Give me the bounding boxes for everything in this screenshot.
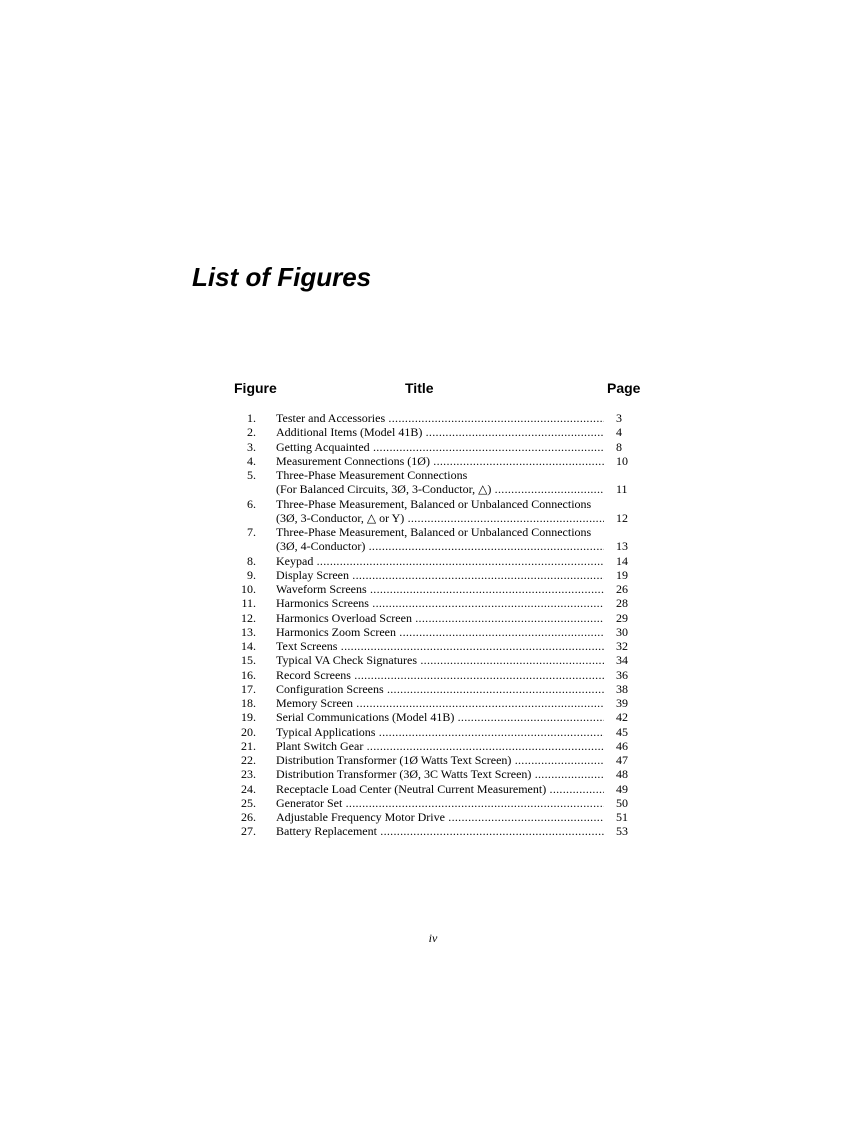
figure-title: Three-Phase Measurement Connections <box>276 468 468 482</box>
figure-title: (3Ø, 4-Conductor) ..... <box>276 539 604 553</box>
list-item <box>236 554 636 568</box>
figure-number: 17. <box>241 681 256 696</box>
figure-page: 28 <box>616 596 628 611</box>
figure-page: 38 <box>616 681 628 696</box>
figure-page: 29 <box>616 610 628 625</box>
figure-number: 15. <box>241 653 256 668</box>
figure-number: 23. <box>241 767 256 782</box>
list-item <box>236 497 636 511</box>
list-item <box>236 824 636 838</box>
figure-number: 25. <box>241 795 256 810</box>
figure-title: Serial Communications (Model 41B) ..... <box>276 710 604 724</box>
figure-title: Memory Screen ..... <box>276 696 604 710</box>
figure-number: 8. <box>247 553 256 568</box>
figure-title: Additional Items (Model 41B) ..... <box>276 425 604 439</box>
list-item <box>236 710 636 724</box>
list-item <box>236 596 636 610</box>
figure-number: 4. <box>247 453 256 468</box>
list-item <box>236 696 636 710</box>
list-item <box>236 482 636 496</box>
figure-title: Getting Acquainted ..... <box>276 440 604 454</box>
figure-title: Record Screens ..... <box>276 668 604 682</box>
list-item <box>236 440 636 454</box>
figure-title: Harmonics Screens ..... <box>276 596 604 610</box>
list-item <box>236 568 636 582</box>
figure-title: Receptacle Load Center (Neutral Current Measurement) ..... <box>276 782 604 796</box>
figure-number: 14. <box>241 639 256 653</box>
figure-page: 14 <box>616 553 628 568</box>
figure-number: 10. <box>241 582 256 596</box>
figure-number: 26. <box>241 810 256 824</box>
list-item <box>236 668 636 682</box>
figure-page: 34 <box>616 653 628 668</box>
figure-number: 16. <box>241 667 256 682</box>
figure-title: Three-Phase Measurement, Balanced or Unbalanced Connections <box>276 525 592 539</box>
figure-page: 32 <box>616 639 628 653</box>
list-item <box>236 739 636 753</box>
column-header-figure: Figure <box>234 380 277 396</box>
figure-number: 22. <box>241 753 256 767</box>
figure-number: 24. <box>241 781 256 796</box>
list-item <box>236 539 636 553</box>
figure-number: 2. <box>247 425 256 440</box>
list-item <box>236 611 636 625</box>
figure-page: 11 <box>616 482 628 497</box>
column-header-page: Page <box>607 380 641 396</box>
figure-title: Generator Set ..... <box>276 796 604 810</box>
figure-page: 4 <box>616 425 622 440</box>
figure-title: Three-Phase Measurement, Balanced or Unbalanced Connections <box>276 496 592 511</box>
list-item <box>236 810 636 824</box>
figure-title: Configuration Screens ..... <box>276 682 604 696</box>
figure-title: Distribution Transformer (1Ø Watts Text Screen) ..... <box>276 753 604 767</box>
figure-page: 53 <box>616 824 628 839</box>
figure-page: 51 <box>616 810 628 824</box>
figure-title: Measurement Connections (1Ø) ..... <box>276 454 604 468</box>
figure-title: Typical Applications ..... <box>276 725 604 739</box>
list-item <box>236 782 636 796</box>
figure-number: 12. <box>241 610 256 625</box>
figure-page: 19 <box>616 567 628 582</box>
figure-title: Harmonics Overload Screen ..... <box>276 611 604 625</box>
figure-title: Text Screens ..... <box>276 639 604 653</box>
list-item <box>236 653 636 667</box>
figure-page: 50 <box>616 795 628 810</box>
figure-page: 10 <box>616 453 628 468</box>
figure-page: 45 <box>616 724 628 739</box>
figure-list <box>236 411 636 839</box>
figure-number: 9. <box>247 567 256 582</box>
list-item <box>236 582 636 596</box>
figure-page: 39 <box>616 696 628 710</box>
figure-title: Plant Switch Gear ..... <box>276 739 604 753</box>
list-item <box>236 511 636 525</box>
figure-title: (For Balanced Circuits, 3Ø, 3-Conductor, △) ..... <box>276 482 604 496</box>
figure-title: Display Screen ..... <box>276 568 604 582</box>
figure-number: 1. <box>247 411 256 425</box>
figure-title: Waveform Screens ..... <box>276 582 604 596</box>
figure-page: 48 <box>616 767 628 782</box>
list-item <box>236 767 636 781</box>
figure-page: 47 <box>616 753 628 767</box>
figure-number: 13. <box>241 624 256 639</box>
figure-title: Typical VA Check Signatures ..... <box>276 653 604 667</box>
figure-page: 42 <box>616 710 628 725</box>
page-title: List of Figures <box>192 262 372 292</box>
column-header-title: Title <box>405 380 434 396</box>
figure-number: 19. <box>241 710 256 725</box>
list-item <box>236 796 636 810</box>
list-item <box>236 411 636 425</box>
figure-number: 20. <box>241 724 256 739</box>
figure-title: Distribution Transformer (3Ø, 3C Watts Text Screen) ..... <box>276 767 604 781</box>
list-item <box>236 753 636 767</box>
list-item <box>236 468 636 482</box>
figure-title: Tester and Accessories ..... <box>276 411 604 425</box>
list-item <box>236 454 636 468</box>
figure-number: 27. <box>241 824 256 839</box>
list-item <box>236 625 636 639</box>
figure-number: 18. <box>241 696 256 710</box>
list-item <box>236 639 636 653</box>
figure-title: Adjustable Frequency Motor Drive ..... <box>276 810 604 824</box>
list-item <box>236 682 636 696</box>
figure-page: 49 <box>616 781 628 796</box>
figure-number: 7. <box>247 525 256 539</box>
figure-title: Harmonics Zoom Screen ..... <box>276 625 604 639</box>
figure-number: 3. <box>247 439 256 454</box>
figure-page: 13 <box>616 539 628 554</box>
figure-title: Battery Replacement ..... <box>276 824 604 838</box>
figure-title: Keypad ..... <box>276 554 604 568</box>
figure-number: 6. <box>247 496 256 511</box>
figure-page: 36 <box>616 667 628 682</box>
figure-page: 3 <box>616 411 622 425</box>
list-item <box>236 725 636 739</box>
figure-title: (3Ø, 3-Conductor, △ or Y) ..... <box>276 511 604 525</box>
figure-number: 11. <box>241 596 256 611</box>
figure-page: 8 <box>616 439 622 454</box>
figure-number: 21. <box>241 738 256 753</box>
page-number: iv <box>428 931 438 945</box>
figure-page: 12 <box>616 510 628 525</box>
figure-page: 46 <box>616 738 628 753</box>
figure-page: 30 <box>616 624 628 639</box>
list-item <box>236 425 636 439</box>
figure-number: 5. <box>247 468 256 482</box>
list-item <box>236 525 636 539</box>
figure-page: 26 <box>616 582 628 596</box>
